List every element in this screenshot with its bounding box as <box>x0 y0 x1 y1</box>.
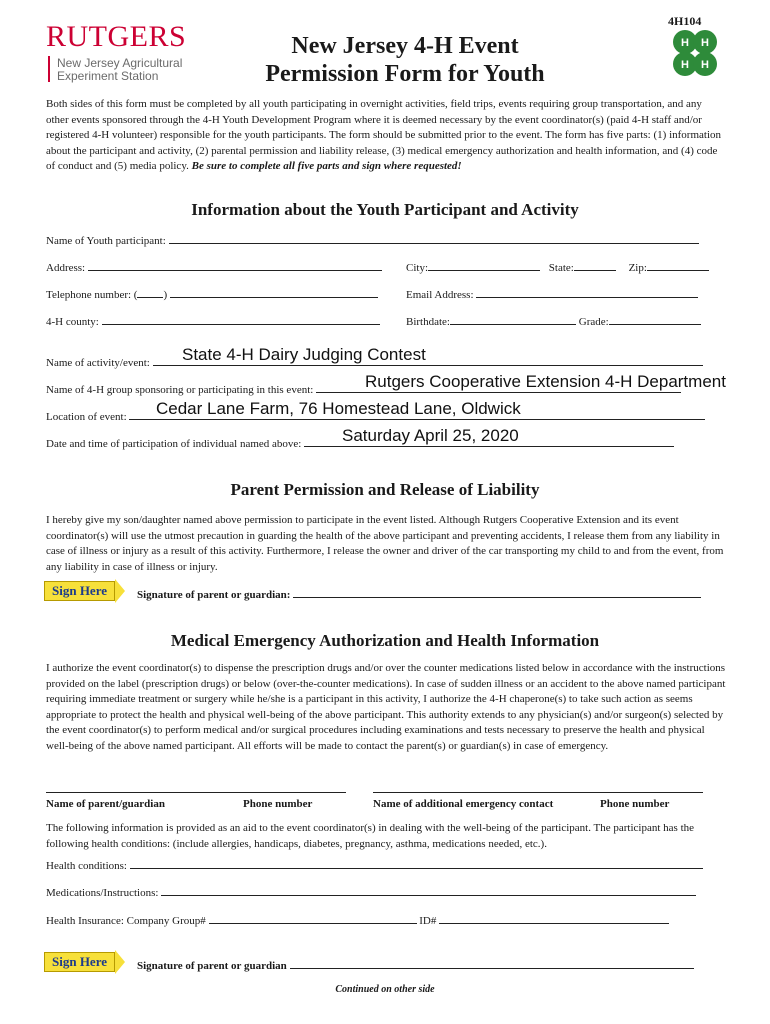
address-row <box>46 259 382 274</box>
contact-col-4: Phone number <box>600 798 670 810</box>
city-label: City: <box>406 262 429 274</box>
conditions-label: Health conditions: <box>46 860 127 872</box>
medical-paragraph: I authorize the event coordinator(s) to dispense the prescription drugs and/or over the counter medications listed below in accordance with the instructions provided on the label (prescription drugs) or below (over-the-counter medications). In case of sudden illness or an accident to the above named participant requiring immediate treatment or surgery while he/she is a participant in this activity, I authorize the 4-H chaperone(s) to take such action as seems appropriate to protect the health and physical well-being of the above participant. This authority extends to any physician(s) and/or surgeon(s) selected by the event coordinator(s) to perform medical and/or surgical procedures including examinations and tests necessary to preserve the health and physical well-being of the above named participant. All efforts will be made to contact the parent(s) or guardian(s) in case of emergency. <box>46 662 726 752</box>
title-line-1: New Jersey 4-H Event <box>291 33 519 59</box>
sign-here-label-1: Sign Here <box>44 581 115 601</box>
phone-label: Telephone number: ( <box>46 289 138 301</box>
svg-text:H: H <box>681 37 689 49</box>
zip-field[interactable] <box>647 259 709 271</box>
phone-field[interactable] <box>170 286 378 298</box>
emergency-contact-line[interactable] <box>373 792 703 793</box>
phone-row <box>46 286 378 301</box>
location-label: Location of event: <box>46 411 127 423</box>
insurance-label: Health Insurance: Company Group# <box>46 915 206 927</box>
insurance-id-field[interactable] <box>439 912 669 924</box>
sign-arrow-icon-2 <box>115 950 125 974</box>
city-row <box>406 259 709 274</box>
activity-value: State 4-H Dairy Judging Contest <box>182 345 426 364</box>
email-label: Email Address: <box>406 289 474 301</box>
section-permission-heading: Parent Permission and Release of Liability <box>230 480 540 499</box>
medications-label: Medications/Instructions: <box>46 887 159 899</box>
zip-label: Zip: <box>628 262 647 274</box>
four-h-clover-icon <box>665 28 725 80</box>
birthdate-label: Birthdate: <box>406 316 450 328</box>
sign-here-label-2: Sign Here <box>44 952 115 972</box>
parent-name-line[interactable] <box>46 792 346 793</box>
continued-note: Continued on other side <box>335 984 435 995</box>
sign-here-button-1[interactable] <box>44 579 125 603</box>
conditions-field[interactable] <box>130 857 703 869</box>
title-line-2: Permission Form for Youth <box>265 61 545 87</box>
grade-label: Grade: <box>578 316 609 328</box>
state-field[interactable] <box>574 259 616 271</box>
phone-area-field[interactable] <box>137 286 163 298</box>
phone-paren: ) <box>163 289 168 301</box>
conditions-row <box>46 857 703 872</box>
form-id: 4H104 <box>668 14 702 28</box>
county-row <box>46 313 380 328</box>
county-field[interactable] <box>102 313 380 325</box>
logo-subtitle-1: New Jersey Agricultural <box>57 56 183 70</box>
signature-field-1[interactable] <box>293 586 701 598</box>
date-value: Saturday April 25, 2020 <box>342 426 519 445</box>
signature-row-1 <box>137 586 701 601</box>
signature-label-2: Signature of parent or guardian <box>137 960 287 972</box>
birthdate-row <box>406 313 701 328</box>
intro-paragraph <box>46 97 726 175</box>
sign-here-button-2[interactable] <box>44 950 125 974</box>
rutgers-logo: RUTGERS <box>46 20 187 53</box>
activity-label: Name of activity/event: <box>46 357 150 369</box>
sign-arrow-icon <box>115 579 125 603</box>
contact-col-2: Phone number <box>243 798 313 810</box>
permission-paragraph: I hereby give my son/daughter named above permission to participate in the event listed. Although Rutgers Cooperative Extension and its event coordinator(s) will use the utmost precaution in guarding the health of the above participant and preventing accidents, I release them from any liability in case of illness or injury as a result of this activity. Furthermore, I release the owner and driver of the car transporting my child to and from the event, from any liability in case of illness or injury. <box>46 514 724 573</box>
medications-field[interactable] <box>161 884 696 896</box>
health-intro: The following information is provided as an aid to the event coordinator(s) in dealing with the well-being of the participant. The participant has the following health conditions: (include allergies, handicaps, diabetes, pregnancy, asthma, medications needed, etc.). <box>46 822 695 850</box>
address-label: Address: <box>46 262 86 274</box>
email-row <box>406 286 698 301</box>
intro-text: Both sides of this form must be completed by all youth participating in overnight activities, field trips, events requiring group transportation, and any other events sponsored through the 4-H Youth Development Program where it is deemed necessary by the event coordinator(s) (paid 4-H staff and/or registered 4-H volunteer) responsible for the youth participants. The form should be submitted prior to the event. The form has five parts: (1) information about the participant and activity, (2) parental permission and liability release, (3) medical emergency authorization and health information, and (4) code of conduct and (5) media policy. <box>46 98 722 172</box>
date-label: Date and time of participation of individual named above: <box>46 438 302 450</box>
contact-col-3: Name of additional emergency contact <box>373 798 554 810</box>
intro-emphasis: Be sure to complete all five parts and sign where requested! <box>191 160 462 172</box>
insurance-id-label: ID# <box>419 915 437 927</box>
county-label: 4-H county: <box>46 316 99 328</box>
logo-bar <box>48 56 50 82</box>
participant-name-label: Name of Youth participant: <box>46 235 166 247</box>
svg-text:H: H <box>681 59 689 71</box>
svg-text:H: H <box>701 59 709 71</box>
insurance-row <box>46 912 669 927</box>
page-title <box>230 32 580 88</box>
state-label: State: <box>548 262 574 274</box>
signature-field-2[interactable] <box>290 957 694 969</box>
participant-name-row <box>46 232 699 247</box>
grade-field[interactable] <box>609 313 701 325</box>
svg-text:H: H <box>701 37 709 49</box>
group-label: Name of 4-H group sponsoring or participating in this event: <box>46 384 314 396</box>
signature-label-1: Signature of parent or guardian: <box>137 589 291 601</box>
section-medical-heading: Medical Emergency Authorization and Health Information <box>170 631 600 650</box>
medications-row <box>46 884 696 899</box>
location-value: Cedar Lane Farm, 76 Homestead Lane, Oldwick <box>156 399 521 418</box>
birthdate-field[interactable] <box>450 313 576 325</box>
insurance-group-field[interactable] <box>209 912 417 924</box>
contact-col-1: Name of parent/guardian <box>46 798 165 810</box>
section-participant-heading: Information about the Youth Participant and Activity <box>191 200 579 219</box>
email-field[interactable] <box>476 286 698 298</box>
city-field[interactable] <box>428 259 540 271</box>
address-field[interactable] <box>88 259 382 271</box>
group-value: Rutgers Cooperative Extension 4-H Department <box>365 372 726 391</box>
participant-name-field[interactable] <box>169 232 699 244</box>
logo-subtitle-2: Experiment Station <box>57 69 159 83</box>
signature-row-2 <box>137 957 694 972</box>
